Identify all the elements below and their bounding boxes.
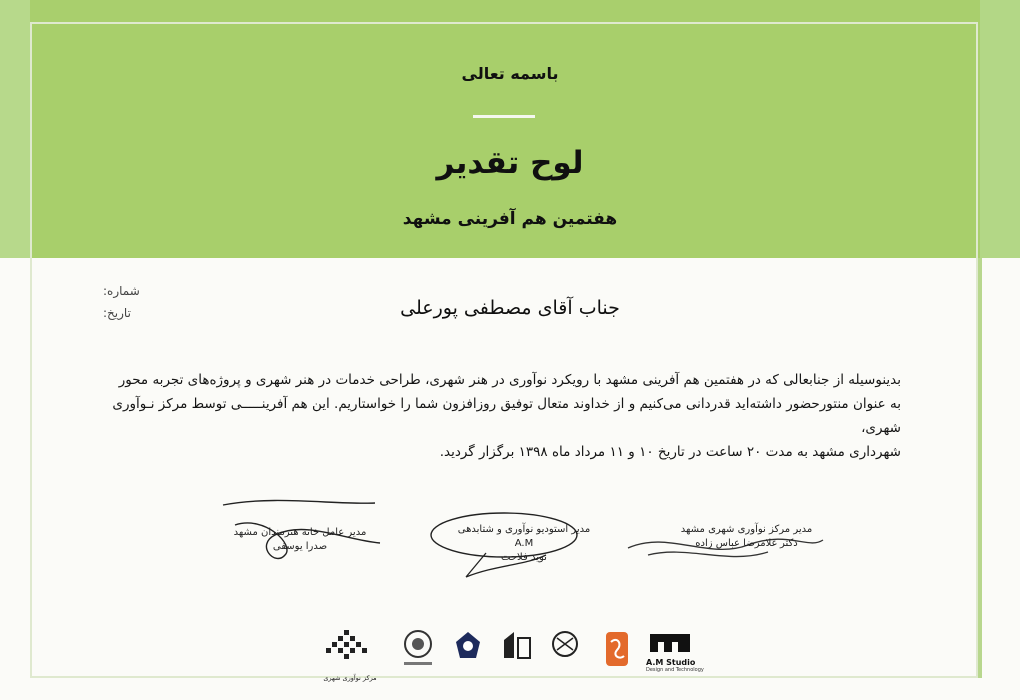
motto: باسمه تعالی: [461, 64, 559, 83]
signature-block-am-studio: [449, 523, 599, 565]
certificate-title: لوح تقدیر: [436, 145, 584, 181]
artists-house-icon: [448, 628, 488, 672]
signer-title: مدیر استودیو نوآوری و شتابدهی A.M: [457, 524, 591, 549]
body-paragraph: [89, 368, 901, 464]
signer-name: نوید فلاحت: [501, 552, 547, 563]
camera-aperture-icon: [545, 628, 585, 672]
signer-name: دکتر غلامرضا عباس زاده: [695, 538, 798, 549]
sponsor-logos: [320, 628, 715, 684]
am-studio-subtitle: Design and Technology: [646, 667, 704, 673]
right-stripe: [978, 258, 982, 678]
signature-block-artists-house: [215, 526, 385, 554]
am-studio-logo: [646, 628, 715, 682]
inner-frame: [30, 22, 978, 678]
municipality-logo: [398, 628, 438, 682]
festival-logo: [602, 628, 632, 682]
signer-title: مدیر مرکز نوآوری شهری مشهد: [680, 524, 813, 535]
festival-icon: [602, 628, 632, 672]
event-name: هفتمین هم آفرینی مشهد: [402, 209, 618, 229]
body-line: به عنوان منتورحضور داشته‌اید قدردانی می‌کنیم و از خداوند متعال توفیق روزافزون شما را خواستاریم. این هم آفرینـــــی توسط مرکز نـوآوری شهری،: [112, 396, 901, 436]
am-studio-icon: [646, 628, 694, 654]
urban-innovation-logo: [320, 628, 380, 682]
urban-innovation-icon: [320, 628, 380, 668]
header-divider: [473, 115, 535, 118]
urban-innovation-label: مرکز نوآوری شهری: [323, 674, 377, 682]
body-line: بدینوسیله از جنابعالی که در هفتمین هم آفرینی مشهد با رویکرد نوآوری در هنر شهری، طراحی خدمات در هنر شهری و پروژه‌های تجربه محور: [118, 372, 901, 388]
body-line: شهرداری مشهد به مدت ۲۰ ساعت در تاریخ ۱۰ و ۱۱ مرداد ماه ۱۳۹۸ برگزار گردید.: [439, 444, 901, 460]
am-studio-name: A.M Studio: [646, 658, 696, 667]
design-house-logo: [496, 628, 536, 682]
signer-title: مدیر عامل خانه هنرمندان مشهد: [233, 527, 367, 538]
design-house-icon: [496, 628, 536, 672]
signer-name: صدرا یوسفی: [272, 541, 328, 552]
recipient-name: جناب آقای مصطفی پورعلی: [400, 297, 620, 319]
number-label: شماره:: [103, 284, 140, 298]
photographers-logo: [545, 628, 585, 682]
signature-block-innovation-center: [664, 523, 829, 551]
mashhad-seal-icon: [398, 628, 438, 672]
date-label: تاریخ:: [103, 306, 131, 320]
artists-house-logo: [448, 628, 488, 682]
